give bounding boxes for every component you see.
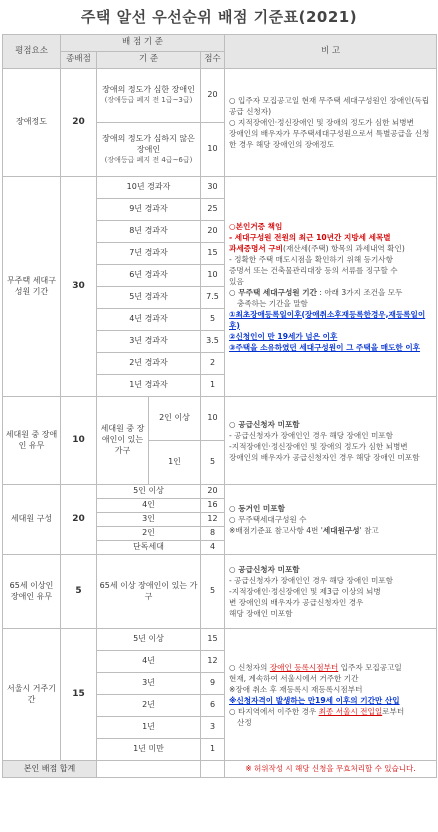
criteria-cell: 8년 경과자 bbox=[97, 221, 201, 243]
footer-total-value[interactable] bbox=[97, 761, 201, 778]
points-cell: 10 bbox=[201, 123, 225, 177]
points-cell: 6 bbox=[201, 695, 225, 717]
criteria-cell: 4년 bbox=[97, 651, 201, 673]
points-cell: 1 bbox=[201, 739, 225, 761]
criteria-cell bbox=[97, 69, 201, 123]
header-remarks: 비 고 bbox=[225, 35, 437, 69]
note-elderly bbox=[225, 555, 437, 629]
points-cell: 5 bbox=[201, 441, 225, 485]
note-line bbox=[229, 243, 432, 254]
criteria-sub: (장애등급 폐지 전 1급~3급) bbox=[104, 96, 193, 105]
note-span: ○ 타지역에서 이주한 경우 bbox=[229, 706, 319, 716]
points-cell: 1 bbox=[201, 375, 225, 397]
note-line: -지적장애인·정신장애인 및 제3급 이상의 뇌병 bbox=[229, 587, 381, 596]
total-dependents: 10 bbox=[61, 397, 97, 485]
criteria-cell: 2인 이상 bbox=[149, 397, 201, 441]
note-red-span: 장애인 등록시점부터 bbox=[269, 662, 339, 672]
note-line: -지적장애인·정신장애인 및 장애의 정도가 심한 뇌병변 bbox=[229, 441, 408, 451]
criteria-cell: 10년 경과자 bbox=[97, 177, 201, 199]
note-line: ○ 지적장애인·정신장애인 및 장애의 정도가 심한 뇌병변 bbox=[229, 118, 414, 127]
points-cell: 7.5 bbox=[201, 287, 225, 309]
points-cell: 12 bbox=[201, 651, 225, 673]
criteria-cell bbox=[97, 123, 201, 177]
note-line: ○ 무주택세대구성원 수 bbox=[229, 515, 307, 524]
note-disability bbox=[225, 69, 437, 177]
criteria-cell: 5년 경과자 bbox=[97, 287, 201, 309]
note-dependents bbox=[225, 397, 437, 485]
criteria-cell: 3인 bbox=[97, 513, 201, 527]
note-household-period bbox=[225, 177, 437, 397]
page-title: 주택 알선 우선순위 배점 기준표(2021) bbox=[80, 8, 358, 26]
criteria-cell: 2인 bbox=[97, 527, 201, 541]
note-line: ○ 공급신청자 미포함 bbox=[229, 419, 300, 429]
header-criteria-group: 배 점 기 준 bbox=[61, 35, 225, 52]
note-line: 산정 bbox=[237, 717, 252, 727]
header-criteria: 기 준 bbox=[97, 52, 201, 69]
note-line: - 정확한 주택 매도시점을 확인하기 위해 등기사항 bbox=[229, 254, 393, 264]
points-cell: 8 bbox=[201, 527, 225, 541]
criteria-cell: 4인 bbox=[97, 499, 201, 513]
criteria-cell: 9년 경과자 bbox=[97, 199, 201, 221]
note-span: 입주자 모집공고일 bbox=[338, 662, 402, 672]
note-line: ※장애 취소 후 재등록시 재등록시점부터 bbox=[229, 684, 363, 694]
note-line: ○본인거증 책임 bbox=[229, 221, 283, 231]
footer-total-label: 본인 배점 합계 bbox=[3, 761, 97, 778]
points-cell: 3 bbox=[201, 717, 225, 739]
note-line bbox=[229, 287, 432, 298]
footer-warning: ※ 허위작성 시 해당 신청을 무효처리할 수 있습니다. bbox=[225, 761, 437, 778]
note-line: 현재, 계속하여 서울시에서 거주한 기간 bbox=[229, 673, 359, 683]
note-line: 증명서 또는 건축물관리대장 등의 서류를 징구할 수 bbox=[229, 265, 398, 275]
criteria-cell: 1인 bbox=[149, 441, 201, 485]
note-line: 변 장애인의 배우자가 공급신청자인 경우 bbox=[229, 598, 364, 607]
criteria-cell: 단독세대 bbox=[97, 541, 201, 555]
note-line: ○ 공급신청자 미포함 bbox=[229, 565, 300, 574]
points-cell: 25 bbox=[201, 199, 225, 221]
points-cell: 2 bbox=[201, 353, 225, 375]
points-cell: 10 bbox=[201, 397, 225, 441]
criteria-cell: 1년 bbox=[97, 717, 201, 739]
note-line: - 공급신청자가 장애인인 경우 해당 장애인 미포함 bbox=[229, 430, 393, 440]
points-cell: 5 bbox=[201, 309, 225, 331]
total-seoul-residence: 15 bbox=[61, 629, 97, 761]
note-line: - 세대구성원 전원의 최근 10년간 지방세 세목별 bbox=[229, 232, 391, 242]
criteria-label: 장애의 정도가 심한 장애인 bbox=[102, 85, 195, 95]
points-cell: 15 bbox=[201, 243, 225, 265]
criteria-cell: 65세 이상 장애인이 있는 가구 bbox=[97, 555, 201, 629]
points-cell: 16 bbox=[201, 499, 225, 513]
note-line: 해당 장애인 미포함 bbox=[229, 609, 293, 618]
footer-total-points[interactable] bbox=[201, 761, 225, 778]
points-cell: 30 bbox=[201, 177, 225, 199]
note-composition bbox=[225, 485, 437, 555]
note-seoul-residence bbox=[225, 629, 437, 761]
note-span: ○ 신청자의 bbox=[229, 662, 270, 672]
points-cell: 4 bbox=[201, 541, 225, 555]
note-span: : 아래 3가지 조건을 모두 bbox=[316, 287, 403, 297]
note-condition: ①최초장애등록일이후(장애취소후재등록한경우,재등록일이후) bbox=[229, 309, 426, 330]
points-cell: 20 bbox=[201, 221, 225, 243]
note-line bbox=[229, 525, 432, 536]
note-span: (재산세(주택) 항목의 과세내역 확인) bbox=[283, 243, 405, 253]
category-composition: 세대원 구성 bbox=[3, 485, 61, 555]
category-dependents: 세대원 중 장애인 유무 bbox=[3, 397, 61, 485]
points-cell: 20 bbox=[201, 485, 225, 499]
note-line: 장애인의 배우자가 공급신청자인 경우 해당 장애인 미포함 bbox=[229, 452, 420, 462]
criteria-sub: (장애등급 폐지 전 4급~6급) bbox=[104, 155, 193, 164]
criteria-cell: 4년 경과자 bbox=[97, 309, 201, 331]
criteria-cell: 5년 이상 bbox=[97, 629, 201, 651]
note-condition: ②신청인이 만 19세가 넘은 이후 bbox=[229, 331, 338, 341]
total-elderly: 5 bbox=[61, 555, 97, 629]
note-line: 있음 bbox=[229, 276, 244, 286]
points-cell: 3.5 bbox=[201, 331, 225, 353]
header-category: 평점요소 bbox=[3, 35, 61, 69]
total-household-period: 30 bbox=[61, 177, 97, 397]
note-red-span: 최종 서울시 전입일 bbox=[318, 706, 383, 716]
note-bold-span: ○ 무주택 세대구성원 기간 bbox=[229, 287, 317, 297]
points-cell: 15 bbox=[201, 629, 225, 651]
criteria-cell: 6년 경과자 bbox=[97, 265, 201, 287]
category-disability: 장애정도 bbox=[3, 69, 61, 177]
note-span: 로부터 bbox=[382, 706, 405, 716]
note-line: 충족하는 기간을 말함 bbox=[237, 298, 308, 308]
criteria-label: 장애의 정도가 심하지 않은 장애인 bbox=[102, 133, 195, 154]
header-total-points: 종배점 bbox=[61, 52, 97, 69]
category-household-period: 무주택 세대구성원 기간 bbox=[3, 177, 61, 397]
points-cell: 12 bbox=[201, 513, 225, 527]
note-red-span: 과세증명서 구비 bbox=[229, 243, 284, 253]
note-line: 장애인의 배우자가 무주택세대구성원으로서 특별공급을 신청한 경우 해당 장애인의 장애정도 bbox=[229, 129, 430, 149]
criteria-cell: 2년 경과자 bbox=[97, 353, 201, 375]
total-composition: 20 bbox=[61, 485, 97, 555]
note-line: ○ 동거인 미포함 bbox=[229, 504, 285, 513]
category-seoul-residence: 서울시 거주기간 bbox=[3, 629, 61, 761]
criteria-cell: 7년 경과자 bbox=[97, 243, 201, 265]
note-span: ' 참고 bbox=[359, 526, 379, 535]
note-line: - 공급신청자가 장애인인 경우 해당 장애인 미포함 bbox=[229, 576, 393, 585]
header-points: 점수 bbox=[201, 52, 225, 69]
note-span: ※배점기준표 참고사항 4번 ' bbox=[229, 526, 323, 535]
points-cell: 9 bbox=[201, 673, 225, 695]
criteria-cell: 2년 bbox=[97, 695, 201, 717]
note-condition: ③주택을 소유하였던 세대구성원이 그 주택을 매도한 이후 bbox=[229, 342, 421, 352]
points-cell: 20 bbox=[201, 69, 225, 123]
criteria-cell: 3년 bbox=[97, 673, 201, 695]
note-line: ※신청자격이 발생하는 만19세 이후의 기간만 산입 bbox=[229, 695, 400, 705]
criteria-cell: 5인 이상 bbox=[97, 485, 201, 499]
total-disability: 20 bbox=[61, 69, 97, 177]
category-elderly: 65세 이상인 장애인 유무 bbox=[3, 555, 61, 629]
criteria-cell: 3년 경과자 bbox=[97, 331, 201, 353]
note-bold-span: 세대원구성 bbox=[322, 526, 360, 535]
note-line: ○ 입주자 모집공고일 현재 무주택 세대구성원인 장애인(독립공급 신청자) bbox=[229, 96, 430, 116]
criteria-cell: 1년 경과자 bbox=[97, 375, 201, 397]
points-cell: 5 bbox=[201, 555, 225, 629]
points-cell: 10 bbox=[201, 265, 225, 287]
note-line bbox=[229, 662, 432, 673]
criteria-cell: 세대원 중 장애인이 있는 가구 bbox=[97, 397, 149, 485]
score-table bbox=[2, 34, 437, 778]
criteria-cell: 1년 미만 bbox=[97, 739, 201, 761]
note-line bbox=[229, 706, 432, 717]
